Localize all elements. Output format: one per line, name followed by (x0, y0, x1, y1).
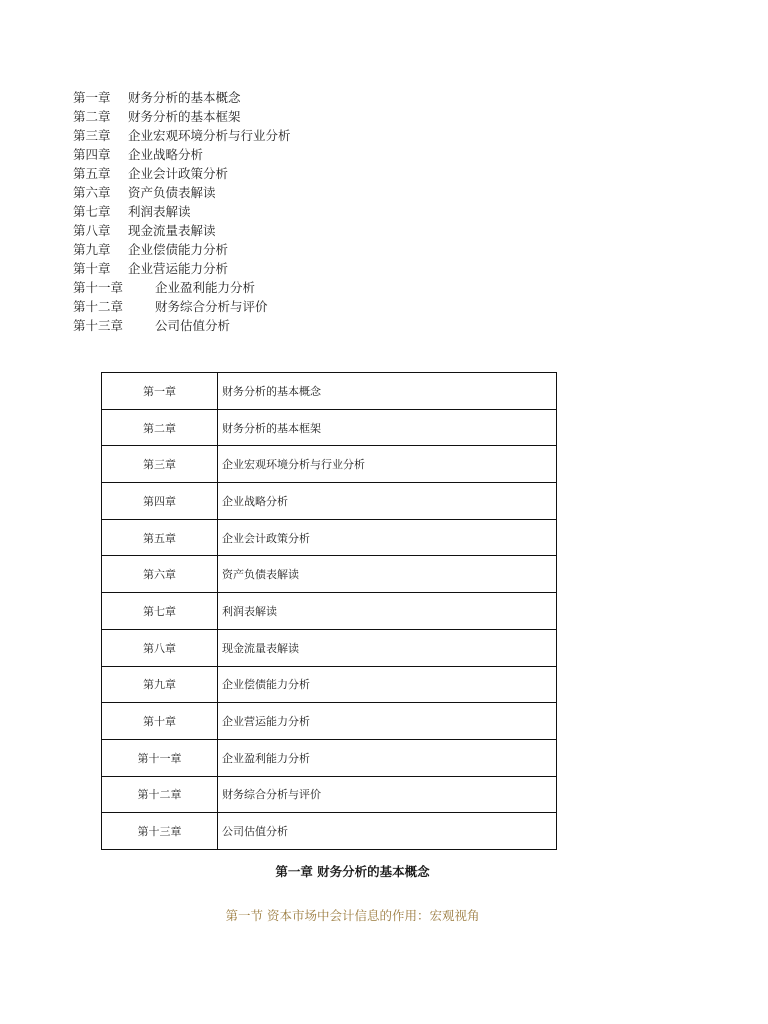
table-chapter-title: 现金流量表解读 (218, 629, 557, 666)
table-row (102, 629, 557, 666)
table-row (102, 813, 557, 850)
table-row (102, 373, 557, 410)
table-row (102, 556, 557, 593)
table-chapter-number: 第三章 (102, 446, 218, 483)
table-chapter-title: 企业宏观环境分析与行业分析 (218, 446, 557, 483)
table-row (102, 409, 557, 446)
toc-list-item (73, 145, 493, 164)
toc-chapter-number: 第一章 (73, 90, 111, 105)
toc-chapter-title: 企业战略分析 (128, 147, 204, 162)
toc-list-item (73, 164, 493, 183)
toc-list-item (73, 259, 493, 278)
toc-chapter-number: 第四章 (73, 147, 111, 162)
table-chapter-number: 第十一章 (102, 739, 218, 776)
table-row (102, 703, 557, 740)
toc-list-item (73, 88, 493, 107)
table-chapter-number: 第二章 (102, 409, 218, 446)
table-chapter-number: 第十三章 (102, 813, 218, 850)
toc-list-item (73, 278, 493, 297)
table-chapter-number: 第一章 (102, 373, 218, 410)
table-chapter-number: 第五章 (102, 519, 218, 556)
table-chapter-number: 第四章 (102, 483, 218, 520)
table-chapter-title: 资产负债表解读 (218, 556, 557, 593)
table-chapter-title: 公司估值分析 (218, 813, 557, 850)
table-row (102, 739, 557, 776)
table-chapter-title: 利润表解读 (218, 593, 557, 630)
toc-chapter-title: 资产负债表解读 (128, 185, 216, 200)
toc-list-item (73, 183, 493, 202)
table-row (102, 519, 557, 556)
toc-chapter-number: 第六章 (73, 185, 111, 200)
table-row (102, 776, 557, 813)
table-row (102, 446, 557, 483)
toc-chapter-title: 公司估值分析 (155, 318, 231, 333)
toc-chapter-title: 企业盈利能力分析 (155, 280, 256, 295)
toc-chapter-number: 第十三章 (73, 318, 124, 333)
toc-chapter-number: 第七章 (73, 204, 111, 219)
table-chapter-title: 企业战略分析 (218, 483, 557, 520)
table-chapter-title: 财务分析的基本概念 (218, 373, 557, 410)
toc-list-item (73, 297, 493, 316)
toc-chapter-title: 现金流量表解读 (128, 223, 216, 238)
toc-chapter-title: 利润表解读 (128, 204, 191, 219)
toc-list (73, 88, 493, 335)
table-row (102, 483, 557, 520)
toc-chapter-title: 财务综合分析与评价 (155, 299, 268, 314)
toc-list-item (73, 126, 493, 145)
table-chapter-number: 第八章 (102, 629, 218, 666)
section-heading: 第一节 资本市场中会计信息的作用：宏观视角 (225, 908, 480, 923)
toc-chapter-title: 企业偿债能力分析 (128, 242, 229, 257)
table-chapter-title: 企业偿债能力分析 (218, 666, 557, 703)
toc-chapter-number: 第二章 (73, 109, 111, 124)
table-chapter-title: 企业营运能力分析 (218, 703, 557, 740)
table-chapter-number: 第十章 (102, 703, 218, 740)
toc-chapter-number: 第十章 (73, 261, 111, 276)
table-chapter-title: 财务分析的基本框架 (218, 409, 557, 446)
table-chapter-number: 第十二章 (102, 776, 218, 813)
table-chapter-title: 企业会计政策分析 (218, 519, 557, 556)
toc-list-item (73, 202, 493, 221)
toc-list-item (73, 240, 493, 259)
toc-chapter-number: 第三章 (73, 128, 111, 143)
toc-chapter-number: 第九章 (73, 242, 111, 257)
toc-chapter-number: 第十二章 (73, 299, 124, 314)
toc-chapter-number: 第八章 (73, 223, 111, 238)
toc-chapter-title: 财务分析的基本概念 (128, 90, 241, 105)
table-chapter-number: 第六章 (102, 556, 218, 593)
toc-chapter-title: 企业会计政策分析 (128, 166, 229, 181)
table-chapter-title: 企业盈利能力分析 (218, 739, 557, 776)
toc-list-item (73, 107, 493, 126)
table-chapter-title: 财务综合分析与评价 (218, 776, 557, 813)
toc-list-item (73, 221, 493, 240)
table-row (102, 593, 557, 630)
chapter-heading: 第一章 财务分析的基本概念 (275, 864, 430, 879)
toc-chapter-title: 财务分析的基本框架 (128, 109, 241, 124)
toc-chapter-number: 第五章 (73, 166, 111, 181)
table-chapter-number: 第九章 (102, 666, 218, 703)
toc-chapter-number: 第十一章 (73, 280, 124, 295)
toc-table (101, 372, 557, 850)
toc-list-item (73, 316, 493, 335)
toc-chapter-title: 企业宏观环境分析与行业分析 (128, 128, 291, 143)
table-row (102, 666, 557, 703)
toc-chapter-title: 企业营运能力分析 (128, 261, 229, 276)
table-chapter-number: 第七章 (102, 593, 218, 630)
